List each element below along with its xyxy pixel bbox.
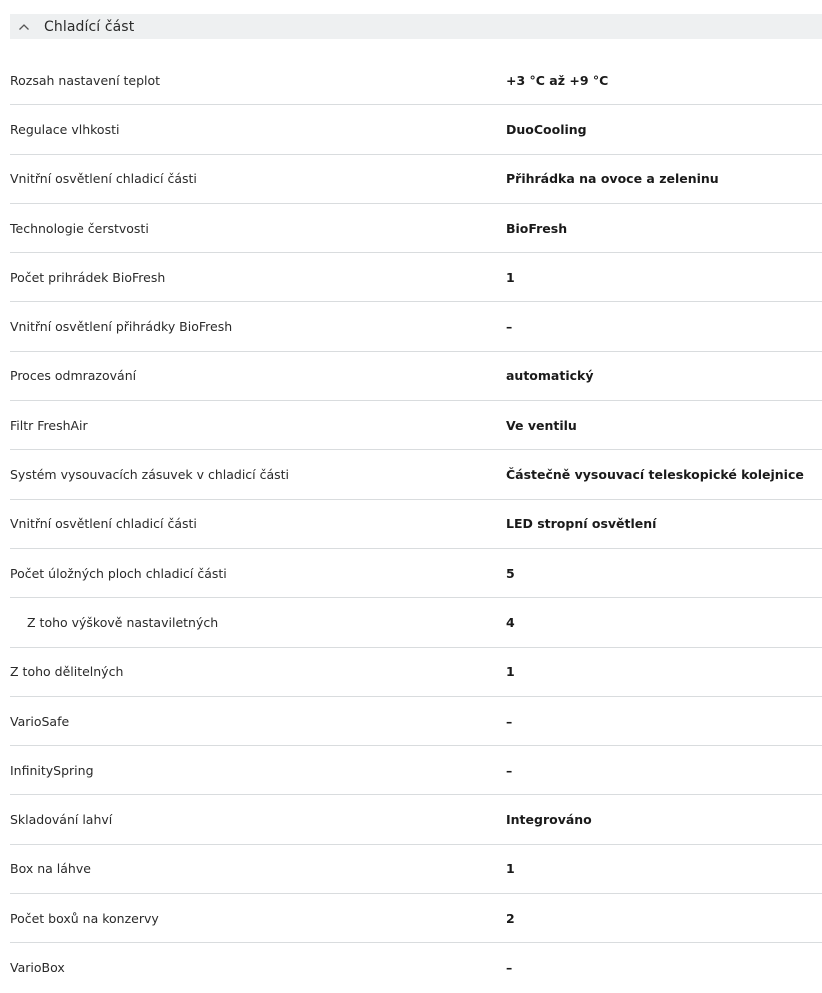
spec-value: –	[506, 713, 513, 729]
section-title: Chladící část	[44, 18, 135, 35]
spec-value: –	[506, 319, 513, 335]
spec-row	[10, 795, 822, 844]
spec-label: Skladování lahví	[10, 812, 113, 828]
spec-label: Vnitřní osvětlení chladicí části	[10, 516, 197, 532]
spec-value: 1	[506, 861, 515, 877]
spec-value: 4	[506, 614, 515, 630]
spec-label: Počet boxů na konzervy	[10, 910, 159, 926]
spec-value: Částečně vysouvací teleskopické kolejnice	[506, 467, 804, 483]
spec-label: Vnitřní osvětlení přihrádky BioFresh	[10, 319, 233, 335]
spec-row	[10, 253, 822, 302]
spec-label: Počet prihrádek BioFresh	[10, 269, 166, 285]
spec-value: –	[506, 762, 513, 778]
spec-value: 5	[506, 565, 515, 581]
spec-row	[10, 155, 822, 204]
spec-value: Integrováno	[506, 812, 592, 828]
spec-table	[10, 56, 822, 993]
spec-label: Technologie čerstvosti	[10, 220, 149, 236]
spec-value: 1	[506, 664, 515, 680]
spec-value: Ve ventilu	[506, 417, 577, 433]
spec-value: BioFresh	[506, 220, 568, 236]
spec-row	[10, 500, 822, 549]
spec-row	[10, 105, 822, 154]
spec-value: +3 °C až +9 °C	[506, 72, 609, 88]
spec-row	[10, 204, 822, 253]
spec-value: DuoCooling	[506, 121, 587, 137]
spec-row	[10, 943, 822, 992]
spec-value: 2	[506, 910, 515, 926]
spec-label: Z toho dělitelných	[10, 664, 124, 680]
spec-label: Počet úložných ploch chladicí části	[10, 565, 227, 581]
spec-label: InfinitySpring	[10, 762, 94, 778]
spec-label: Z toho výškově nastaviletných	[27, 614, 219, 630]
spec-label: VarioSafe	[10, 713, 70, 729]
spec-row	[10, 549, 822, 598]
spec-label: Vnitřní osvětlení chladicí části	[10, 171, 197, 187]
spec-value: 1	[506, 269, 515, 285]
spec-label: Regulace vlhkosti	[10, 121, 120, 137]
spec-value: –	[506, 960, 513, 976]
spec-row	[10, 648, 822, 697]
spec-row	[10, 697, 822, 746]
spec-value: LED stropní osvětlení	[506, 516, 657, 532]
spec-label: VarioBox	[10, 960, 65, 976]
spec-label: Proces odmrazování	[10, 368, 137, 384]
chevron-up-icon	[18, 21, 30, 33]
section-header-toggle[interactable]	[10, 14, 822, 39]
spec-row	[10, 302, 822, 351]
spec-row	[10, 746, 822, 795]
spec-value: Přihrádka na ovoce a zeleninu	[506, 171, 719, 187]
spec-label: Filtr FreshAir	[10, 417, 88, 433]
spec-label: Box na láhve	[10, 861, 91, 877]
spec-value: automatický	[506, 368, 594, 384]
spec-label: Systém vysouvacích zásuvek v chladicí části	[10, 467, 290, 483]
spec-row	[10, 401, 822, 450]
spec-row	[10, 56, 822, 105]
spec-row	[10, 352, 822, 401]
spec-row	[10, 598, 822, 647]
spec-row	[10, 894, 822, 943]
spec-label: Rozsah nastavení teplot	[10, 72, 161, 88]
spec-row	[10, 450, 822, 499]
spec-row	[10, 845, 822, 894]
